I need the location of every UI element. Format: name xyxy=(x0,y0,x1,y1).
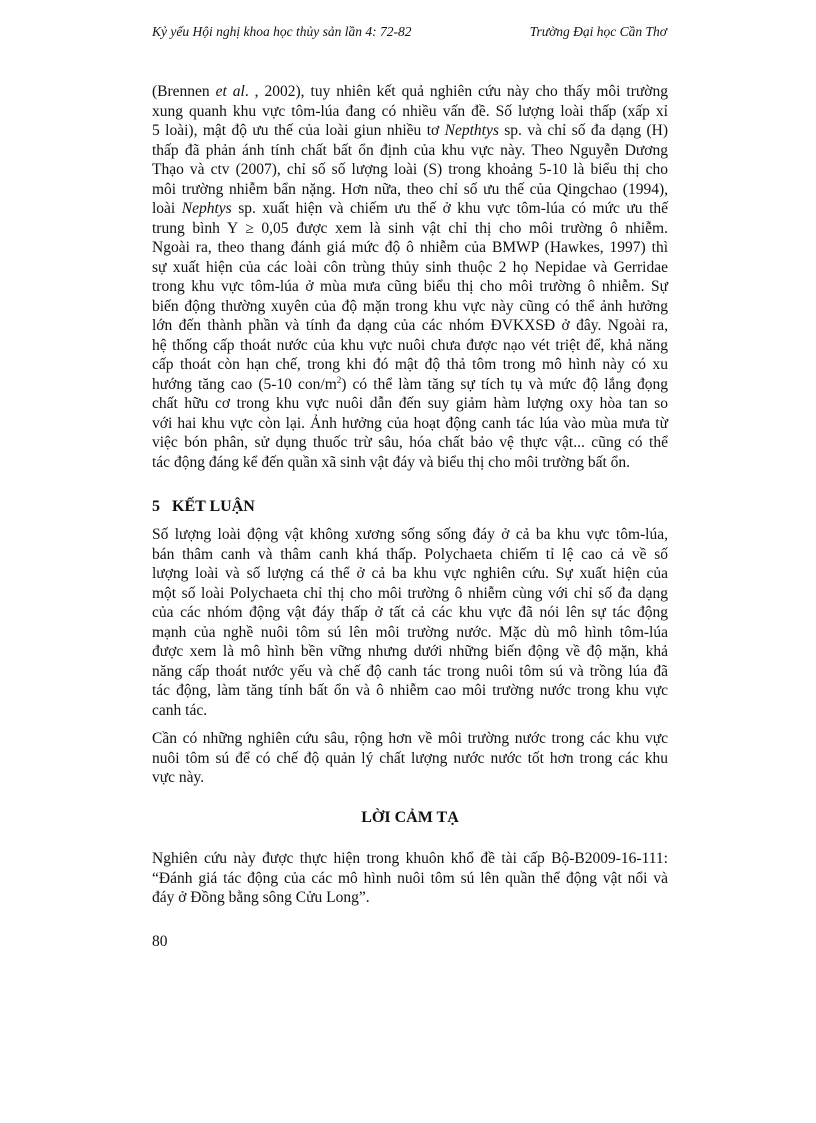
text-line xyxy=(152,433,668,453)
text-line xyxy=(152,768,668,788)
text-line xyxy=(152,869,668,889)
text-line xyxy=(152,375,668,395)
running-header xyxy=(152,24,667,40)
text-run: (Brennen xyxy=(152,83,216,100)
text-line xyxy=(152,564,668,584)
text-run: 5 loài), mật độ ưu thế của loài giun nhiều tơ xyxy=(152,122,445,139)
text-run: ) có thể làm tăng sự tích tụ và mức độ lắng đọng xyxy=(341,375,669,393)
text-run: Ngoài ra, theo thang đánh giá mức độ ô nhiễm của BMWP (Hawkes, 1997) thì xyxy=(152,239,668,256)
text-line xyxy=(152,316,668,336)
text-line xyxy=(152,701,668,721)
section-heading-conclusion: 5 KẾT LUẬN xyxy=(152,498,255,515)
text-line xyxy=(152,238,668,258)
text-run: bán thâm canh và thâm canh khá thấp. Polychaeta chiếm tỉ lệ cao cả về số xyxy=(152,545,668,563)
section-heading-acknowledgement: LỜI CẢM TẠ xyxy=(361,809,459,826)
text-run: trong khu vực tôm-lúa ở mùa mưa cũng biểu thị cho môi trường ô nhiễm. Sự xyxy=(152,278,668,295)
text-run: môi trường nhiễm bẩn nặng. Hơn nữa, theo chỉ số ưu thế của Qingchao (1994), xyxy=(152,180,668,198)
text-line xyxy=(152,258,668,278)
text-line xyxy=(152,642,668,662)
text-line xyxy=(152,394,668,414)
text-run: cấp thoát còn hạn chế, trong khi đó mật độ thả tôm trong mô hình này có xu xyxy=(152,356,668,373)
text-run: vực này. xyxy=(152,769,205,786)
text-line xyxy=(152,160,668,180)
italic-taxon: et al xyxy=(215,83,245,100)
header-journal: Kỷ yếu Hội nghị khoa học thủy sản lần 4: 72-82 xyxy=(152,24,412,39)
superscript: 2 xyxy=(336,374,342,385)
text-run: loài xyxy=(152,200,182,217)
text-run: Thạo và ctv (2007), chỉ số số lượng loài (S) trong khoảng 5-10 là biểu thị cho xyxy=(152,161,668,178)
text-run: lớn đến thành phần và tính đa dạng của các nhóm ĐVKXSĐ ở đây. Ngoài ra, xyxy=(152,317,668,334)
italic-taxon: Nepthtys xyxy=(444,122,499,139)
italic-taxon: Nephtys xyxy=(181,200,232,217)
text-line xyxy=(152,749,668,769)
text-run: Số lượng loài động vật không xương sống sống đáy ở cả ba khu vực tôm-lúa, xyxy=(152,526,668,543)
text-run: đáy ở Đồng bằng sông Cửu Long”. xyxy=(152,889,370,906)
text-run: trung bình Y ≥ 0,05 được xem là sinh vật chỉ thị cho môi trường ô nhiễm. xyxy=(152,219,668,237)
text-run: mạnh của nghề nuôi tôm sú lên môi trường nước. Mặc dù mô hình tôm-lúa xyxy=(152,623,668,641)
text-line xyxy=(152,414,668,434)
text-line xyxy=(152,849,668,869)
text-run: được xem là mô hình bền vững nhưng dưới những biến động về độ mặn, khả xyxy=(152,643,668,660)
text-run: canh tác. xyxy=(152,701,208,719)
header-institution: Trường Đại học Cần Thơ xyxy=(529,24,667,39)
text-line xyxy=(152,82,668,102)
text-run: sp. xuất hiện và chiếm ưu thế ở khu vực tôm-lúa có mức ưu thế xyxy=(231,200,669,217)
text-run: với hai khu vực còn lại. Ảnh hưởng của hoạt động canh tác lúa vào mùa mưa từ xyxy=(152,414,668,432)
text-line xyxy=(152,180,668,200)
text-line xyxy=(152,297,668,317)
text-run: Cần có những nghiên cứu sâu, rộng hơn về môi trường nước trong các khu vực xyxy=(152,730,668,747)
text-run: việc bón phân, sử dụng thuốc trừ sâu, hóa chất bảo vệ thực vật... cũng có thể xyxy=(152,434,668,451)
text-run: tác động, làm tăng tính bất ổn và ô nhiễm cao môi trường nước trong khu vực xyxy=(152,682,668,699)
text-run: chất hữu cơ trong khu vực nuôi dẫn đến suy giảm hàm lượng oxy hòa tan so xyxy=(152,395,668,412)
text-run: tác động đáng kể đến quần xã sinh vật đáy và biểu thị cho môi trường bất ổn. xyxy=(152,453,631,471)
text-run: . , 2002), tuy nhiên kết quả nghiên cứu này cho thấy môi trường xyxy=(244,83,669,100)
text-line xyxy=(152,662,668,682)
text-line xyxy=(152,141,668,161)
text-line xyxy=(152,355,668,375)
text-line xyxy=(152,219,668,239)
text-line xyxy=(152,584,668,604)
paragraph-acknowledgement xyxy=(152,849,668,908)
text-line xyxy=(152,199,668,219)
text-run: sp. và chỉ số đa dạng (H) xyxy=(498,122,669,139)
text-line xyxy=(152,545,668,565)
text-run: Nghiên cứu này được thực hiện trong khuôn khổ đề tài cấp Bộ-B2009-16-111: xyxy=(152,850,668,867)
text-line xyxy=(152,453,668,473)
text-run: nuôi tôm sú để có chế độ quản lý chất lượng nước nước tốt hơn trong các khu xyxy=(152,749,668,767)
text-run: một số loài Polychaeta chỉ thị cho môi trường ô nhiễm cùng với chỉ số đa dạng xyxy=(152,584,668,602)
paragraph-conclusion xyxy=(152,525,668,720)
text-line xyxy=(152,525,668,545)
text-run: biến động thường xuyên của độ mặn trong khu vực này cũng có thể ảnh hưởng xyxy=(152,297,668,315)
text-line xyxy=(152,729,668,749)
paragraph-discussion xyxy=(152,82,668,472)
text-run: của các nhóm động vật đáy thấp ở tất cả các khu vực đã nói lên sự tác động xyxy=(152,604,668,621)
text-line xyxy=(152,623,668,643)
text-run: “Đánh giá tác động của các mô hình nuôi tôm sú lên quần thể động vật nổi và xyxy=(152,869,668,887)
page-number: 80 xyxy=(152,933,168,950)
text-line xyxy=(152,102,668,122)
text-line xyxy=(152,603,668,623)
text-run: hướng tăng cao (5-10 con/m xyxy=(152,375,337,393)
text-run: lượng loài và số lượng cá thể ở cả ba khu vực nghiên cứu. Sự xuất hiện của xyxy=(152,565,668,582)
text-line xyxy=(152,121,668,141)
text-line xyxy=(152,888,668,908)
paragraph-recommendation xyxy=(152,729,668,788)
text-line xyxy=(152,681,668,701)
text-run: năng cấp thoát nước yếu và chế độ canh tác trong nuôi tôm sú và trồng lúa đã xyxy=(152,662,668,680)
text-run: thấp đã phản ánh tính chất bất ổn định của khu vực này. Theo Nguyễn Dương xyxy=(152,141,668,159)
text-run: hệ thống cấp thoát nước của khu vực nuôi chưa được nạo vét triệt để, khả năng xyxy=(152,336,668,354)
text-run: sự xuất hiện của các loài côn trùng thủy sinh thuộc 2 họ Nepidae và Gerridae xyxy=(152,258,668,276)
text-run: xung quanh khu vực tôm-lúa đang có nhiều vấn đề. Số lượng loài thấp (xấp xỉ xyxy=(152,102,668,120)
text-line xyxy=(152,277,668,297)
text-line xyxy=(152,336,668,356)
